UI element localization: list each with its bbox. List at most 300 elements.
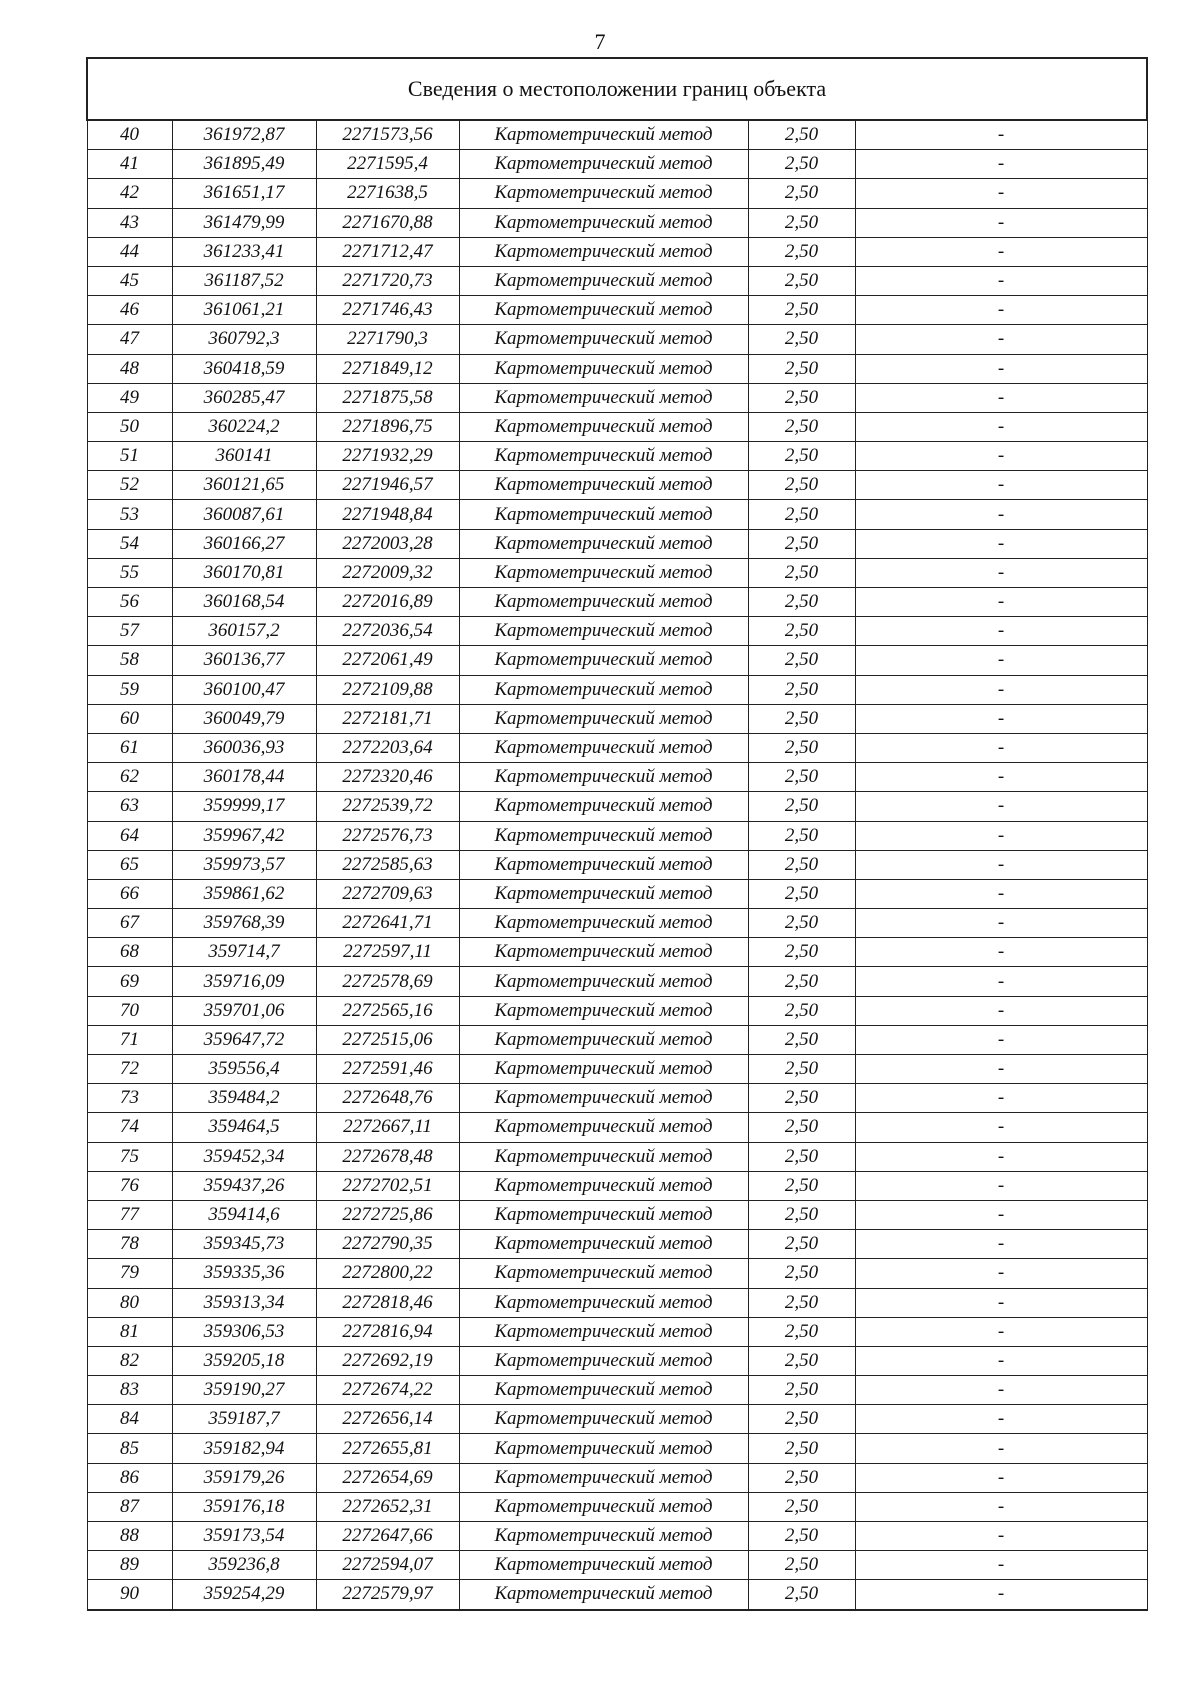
point-number-cell: 82 <box>87 1346 172 1375</box>
x-coordinate-cell: 359306,53 <box>172 1317 316 1346</box>
point-number-cell: 65 <box>87 850 172 879</box>
y-coordinate-cell: 2271712,47 <box>316 237 459 266</box>
point-number-cell: 77 <box>87 1200 172 1229</box>
x-coordinate-cell: 360087,61 <box>172 500 316 529</box>
x-coordinate-cell: 359999,17 <box>172 792 316 821</box>
table-row <box>87 938 1147 967</box>
table-row <box>87 617 1147 646</box>
table-row <box>87 1171 1147 1200</box>
note-cell: - <box>855 1434 1147 1463</box>
point-number-cell: 57 <box>87 617 172 646</box>
note-cell: - <box>855 1142 1147 1171</box>
x-coordinate-cell: 360121,65 <box>172 471 316 500</box>
note-cell: - <box>855 383 1147 412</box>
point-number-cell: 47 <box>87 325 172 354</box>
method-cell: Картометрический метод <box>459 500 748 529</box>
table-row <box>87 850 1147 879</box>
note-cell: - <box>855 354 1147 383</box>
point-number-cell: 89 <box>87 1551 172 1580</box>
table-row <box>87 266 1147 295</box>
accuracy-cell: 2,50 <box>748 1405 855 1434</box>
x-coordinate-cell: 360170,81 <box>172 558 316 587</box>
y-coordinate-cell: 2272641,71 <box>316 909 459 938</box>
note-cell: - <box>855 558 1147 587</box>
table-row <box>87 675 1147 704</box>
table-row <box>87 412 1147 441</box>
note-cell: - <box>855 704 1147 733</box>
table-row <box>87 763 1147 792</box>
x-coordinate-cell: 360049,79 <box>172 704 316 733</box>
note-cell: - <box>855 120 1147 150</box>
accuracy-cell: 2,50 <box>748 471 855 500</box>
accuracy-cell: 2,50 <box>748 442 855 471</box>
method-cell: Картометрический метод <box>459 529 748 558</box>
note-cell: - <box>855 1171 1147 1200</box>
table-row <box>87 879 1147 908</box>
note-cell: - <box>855 442 1147 471</box>
accuracy-cell: 2,50 <box>748 909 855 938</box>
y-coordinate-cell: 2272009,32 <box>316 558 459 587</box>
x-coordinate-cell: 361233,41 <box>172 237 316 266</box>
method-cell: Картометрический метод <box>459 938 748 967</box>
table-title-row <box>87 58 1147 120</box>
point-number-cell: 52 <box>87 471 172 500</box>
y-coordinate-cell: 2272565,16 <box>316 996 459 1025</box>
y-coordinate-cell: 2272678,48 <box>316 1142 459 1171</box>
x-coordinate-cell: 359437,26 <box>172 1171 316 1200</box>
table-row <box>87 704 1147 733</box>
point-number-cell: 60 <box>87 704 172 733</box>
x-coordinate-cell: 359173,54 <box>172 1522 316 1551</box>
table-row <box>87 1463 1147 1492</box>
method-cell: Картометрический метод <box>459 1492 748 1521</box>
method-cell: Картометрический метод <box>459 617 748 646</box>
x-coordinate-cell: 359176,18 <box>172 1492 316 1521</box>
accuracy-cell: 2,50 <box>748 675 855 704</box>
note-cell: - <box>855 1492 1147 1521</box>
y-coordinate-cell: 2272709,63 <box>316 879 459 908</box>
accuracy-cell: 2,50 <box>748 1025 855 1054</box>
y-coordinate-cell: 2272203,64 <box>316 733 459 762</box>
x-coordinate-cell: 360792,3 <box>172 325 316 354</box>
table-row <box>87 208 1147 237</box>
accuracy-cell: 2,50 <box>748 1522 855 1551</box>
y-coordinate-cell: 2271595,4 <box>316 150 459 179</box>
note-cell: - <box>855 237 1147 266</box>
table-row <box>87 1434 1147 1463</box>
accuracy-cell: 2,50 <box>748 1463 855 1492</box>
point-number-cell: 69 <box>87 967 172 996</box>
point-number-cell: 44 <box>87 237 172 266</box>
accuracy-cell: 2,50 <box>748 120 855 150</box>
table-row <box>87 646 1147 675</box>
point-number-cell: 56 <box>87 588 172 617</box>
note-cell: - <box>855 1317 1147 1346</box>
note-cell: - <box>855 1346 1147 1375</box>
point-number-cell: 64 <box>87 821 172 850</box>
accuracy-cell: 2,50 <box>748 821 855 850</box>
table-row <box>87 1259 1147 1288</box>
note-cell: - <box>855 1230 1147 1259</box>
x-coordinate-cell: 360036,93 <box>172 733 316 762</box>
accuracy-cell: 2,50 <box>748 354 855 383</box>
method-cell: Картометрический метод <box>459 208 748 237</box>
y-coordinate-cell: 2271670,88 <box>316 208 459 237</box>
table-row <box>87 1376 1147 1405</box>
accuracy-cell: 2,50 <box>748 529 855 558</box>
table-row <box>87 1113 1147 1142</box>
method-cell: Картометрический метод <box>459 120 748 150</box>
x-coordinate-cell: 359190,27 <box>172 1376 316 1405</box>
point-number-cell: 73 <box>87 1084 172 1113</box>
point-number-cell: 88 <box>87 1522 172 1551</box>
method-cell: Картометрический метод <box>459 675 748 704</box>
table-row <box>87 471 1147 500</box>
x-coordinate-cell: 360224,2 <box>172 412 316 441</box>
y-coordinate-cell: 2272539,72 <box>316 792 459 821</box>
method-cell: Картометрический метод <box>459 1346 748 1375</box>
note-cell: - <box>855 1522 1147 1551</box>
x-coordinate-cell: 359182,94 <box>172 1434 316 1463</box>
point-number-cell: 85 <box>87 1434 172 1463</box>
y-coordinate-cell: 2272667,11 <box>316 1113 459 1142</box>
accuracy-cell: 2,50 <box>748 150 855 179</box>
table-row <box>87 588 1147 617</box>
method-cell: Картометрический метод <box>459 383 748 412</box>
method-cell: Картометрический метод <box>459 266 748 295</box>
note-cell: - <box>855 938 1147 967</box>
y-coordinate-cell: 2272816,94 <box>316 1317 459 1346</box>
note-cell: - <box>855 1084 1147 1113</box>
point-number-cell: 80 <box>87 1288 172 1317</box>
y-coordinate-cell: 2272656,14 <box>316 1405 459 1434</box>
table-title: Сведения о местоположении границ объекта <box>87 58 1147 120</box>
y-coordinate-cell: 2272654,69 <box>316 1463 459 1492</box>
page-number: 7 <box>594 29 606 54</box>
x-coordinate-cell: 361187,52 <box>172 266 316 295</box>
table-row <box>87 1200 1147 1229</box>
note-cell: - <box>855 471 1147 500</box>
x-coordinate-cell: 359716,09 <box>172 967 316 996</box>
x-coordinate-cell: 360285,47 <box>172 383 316 412</box>
note-cell: - <box>855 296 1147 325</box>
accuracy-cell: 2,50 <box>748 412 855 441</box>
point-number-cell: 49 <box>87 383 172 412</box>
y-coordinate-cell: 2272594,07 <box>316 1551 459 1580</box>
table-row <box>87 1025 1147 1054</box>
point-number-cell: 67 <box>87 909 172 938</box>
note-cell: - <box>855 208 1147 237</box>
method-cell: Картометрический метод <box>459 1200 748 1229</box>
table-row <box>87 996 1147 1025</box>
note-cell: - <box>855 792 1147 821</box>
y-coordinate-cell: 2271946,57 <box>316 471 459 500</box>
x-coordinate-cell: 359345,73 <box>172 1230 316 1259</box>
accuracy-cell: 2,50 <box>748 1113 855 1142</box>
note-cell: - <box>855 1580 1147 1610</box>
x-coordinate-cell: 359335,36 <box>172 1259 316 1288</box>
point-number-cell: 75 <box>87 1142 172 1171</box>
y-coordinate-cell: 2272647,66 <box>316 1522 459 1551</box>
x-coordinate-cell: 359236,8 <box>172 1551 316 1580</box>
x-coordinate-cell: 360136,77 <box>172 646 316 675</box>
x-coordinate-cell: 359187,7 <box>172 1405 316 1434</box>
method-cell: Картометрический метод <box>459 412 748 441</box>
y-coordinate-cell: 2272320,46 <box>316 763 459 792</box>
y-coordinate-cell: 2272061,49 <box>316 646 459 675</box>
point-number-cell: 54 <box>87 529 172 558</box>
method-cell: Картометрический метод <box>459 1522 748 1551</box>
method-cell: Картометрический метод <box>459 733 748 762</box>
accuracy-cell: 2,50 <box>748 967 855 996</box>
accuracy-cell: 2,50 <box>748 792 855 821</box>
x-coordinate-cell: 359714,7 <box>172 938 316 967</box>
table-row <box>87 120 1147 150</box>
method-cell: Картометрический метод <box>459 354 748 383</box>
table-row <box>87 967 1147 996</box>
table-row <box>87 792 1147 821</box>
point-number-cell: 83 <box>87 1376 172 1405</box>
table-row <box>87 500 1147 529</box>
table-row <box>87 1142 1147 1171</box>
note-cell: - <box>855 412 1147 441</box>
method-cell: Картометрический метод <box>459 1113 748 1142</box>
y-coordinate-cell: 2272648,76 <box>316 1084 459 1113</box>
table-row <box>87 529 1147 558</box>
accuracy-cell: 2,50 <box>748 208 855 237</box>
accuracy-cell: 2,50 <box>748 1288 855 1317</box>
method-cell: Картометрический метод <box>459 1405 748 1434</box>
accuracy-cell: 2,50 <box>748 1259 855 1288</box>
note-cell: - <box>855 996 1147 1025</box>
x-coordinate-cell: 360100,47 <box>172 675 316 704</box>
accuracy-cell: 2,50 <box>748 617 855 646</box>
point-number-cell: 71 <box>87 1025 172 1054</box>
y-coordinate-cell: 2271720,73 <box>316 266 459 295</box>
note-cell: - <box>855 646 1147 675</box>
method-cell: Картометрический метод <box>459 909 748 938</box>
y-coordinate-cell: 2271746,43 <box>316 296 459 325</box>
point-number-cell: 63 <box>87 792 172 821</box>
x-coordinate-cell: 359861,62 <box>172 879 316 908</box>
method-cell: Картометрический метод <box>459 1259 748 1288</box>
note-cell: - <box>855 1288 1147 1317</box>
x-coordinate-cell: 359967,42 <box>172 821 316 850</box>
y-coordinate-cell: 2272655,81 <box>316 1434 459 1463</box>
point-number-cell: 84 <box>87 1405 172 1434</box>
method-cell: Картометрический метод <box>459 296 748 325</box>
accuracy-cell: 2,50 <box>748 266 855 295</box>
note-cell: - <box>855 1113 1147 1142</box>
method-cell: Картометрический метод <box>459 879 748 908</box>
y-coordinate-cell: 2272578,69 <box>316 967 459 996</box>
y-coordinate-cell: 2272702,51 <box>316 1171 459 1200</box>
point-number-cell: 70 <box>87 996 172 1025</box>
point-number-cell: 59 <box>87 675 172 704</box>
accuracy-cell: 2,50 <box>748 646 855 675</box>
point-number-cell: 62 <box>87 763 172 792</box>
method-cell: Картометрический метод <box>459 1580 748 1610</box>
accuracy-cell: 2,50 <box>748 1317 855 1346</box>
table-row <box>87 821 1147 850</box>
note-cell: - <box>855 909 1147 938</box>
point-number-cell: 45 <box>87 266 172 295</box>
accuracy-cell: 2,50 <box>748 325 855 354</box>
point-number-cell: 55 <box>87 558 172 587</box>
table-row <box>87 1084 1147 1113</box>
x-coordinate-cell: 360178,44 <box>172 763 316 792</box>
accuracy-cell: 2,50 <box>748 704 855 733</box>
point-number-cell: 74 <box>87 1113 172 1142</box>
y-coordinate-cell: 2272800,22 <box>316 1259 459 1288</box>
y-coordinate-cell: 2272579,97 <box>316 1580 459 1610</box>
point-number-cell: 86 <box>87 1463 172 1492</box>
accuracy-cell: 2,50 <box>748 1142 855 1171</box>
point-number-cell: 66 <box>87 879 172 908</box>
table-row <box>87 354 1147 383</box>
note-cell: - <box>855 850 1147 879</box>
note-cell: - <box>855 1055 1147 1084</box>
accuracy-cell: 2,50 <box>748 938 855 967</box>
y-coordinate-cell: 2272003,28 <box>316 529 459 558</box>
point-number-cell: 61 <box>87 733 172 762</box>
accuracy-cell: 2,50 <box>748 558 855 587</box>
method-cell: Картометрический метод <box>459 150 748 179</box>
point-number-cell: 50 <box>87 412 172 441</box>
method-cell: Картометрический метод <box>459 1025 748 1054</box>
x-coordinate-cell: 361972,87 <box>172 120 316 150</box>
accuracy-cell: 2,50 <box>748 850 855 879</box>
note-cell: - <box>855 529 1147 558</box>
method-cell: Картометрический метод <box>459 442 748 471</box>
x-coordinate-cell: 359484,2 <box>172 1084 316 1113</box>
note-cell: - <box>855 150 1147 179</box>
accuracy-cell: 2,50 <box>748 179 855 208</box>
accuracy-cell: 2,50 <box>748 1084 855 1113</box>
method-cell: Картометрический метод <box>459 325 748 354</box>
note-cell: - <box>855 733 1147 762</box>
accuracy-cell: 2,50 <box>748 996 855 1025</box>
point-number-cell: 43 <box>87 208 172 237</box>
x-coordinate-cell: 359464,5 <box>172 1113 316 1142</box>
point-number-cell: 72 <box>87 1055 172 1084</box>
table-row <box>87 442 1147 471</box>
y-coordinate-cell: 2272790,35 <box>316 1230 459 1259</box>
table-row <box>87 1580 1147 1610</box>
x-coordinate-cell: 360166,27 <box>172 529 316 558</box>
point-number-cell: 78 <box>87 1230 172 1259</box>
note-cell: - <box>855 266 1147 295</box>
point-number-cell: 46 <box>87 296 172 325</box>
boundary-coordinates-table <box>86 57 1148 1611</box>
y-coordinate-cell: 2271948,84 <box>316 500 459 529</box>
method-cell: Картометрический метод <box>459 850 748 879</box>
point-number-cell: 90 <box>87 1580 172 1610</box>
accuracy-cell: 2,50 <box>748 500 855 529</box>
x-coordinate-cell: 359768,39 <box>172 909 316 938</box>
table-body <box>87 58 1147 1610</box>
x-coordinate-cell: 361895,49 <box>172 150 316 179</box>
table-row <box>87 733 1147 762</box>
table-row <box>87 1346 1147 1375</box>
method-cell: Картометрический метод <box>459 763 748 792</box>
accuracy-cell: 2,50 <box>748 733 855 762</box>
y-coordinate-cell: 2271896,75 <box>316 412 459 441</box>
note-cell: - <box>855 179 1147 208</box>
x-coordinate-cell: 359452,34 <box>172 1142 316 1171</box>
note-cell: - <box>855 617 1147 646</box>
y-coordinate-cell: 2272181,71 <box>316 704 459 733</box>
y-coordinate-cell: 2272818,46 <box>316 1288 459 1317</box>
table-row <box>87 1055 1147 1084</box>
method-cell: Картометрический метод <box>459 996 748 1025</box>
note-cell: - <box>855 588 1147 617</box>
point-number-cell: 76 <box>87 1171 172 1200</box>
y-coordinate-cell: 2272674,22 <box>316 1376 459 1405</box>
note-cell: - <box>855 1463 1147 1492</box>
y-coordinate-cell: 2271573,56 <box>316 120 459 150</box>
x-coordinate-cell: 361479,99 <box>172 208 316 237</box>
x-coordinate-cell: 359313,34 <box>172 1288 316 1317</box>
table-row <box>87 1522 1147 1551</box>
y-coordinate-cell: 2271932,29 <box>316 442 459 471</box>
accuracy-cell: 2,50 <box>748 1580 855 1610</box>
method-cell: Картометрический метод <box>459 1288 748 1317</box>
table-row <box>87 1551 1147 1580</box>
table-row <box>87 1317 1147 1346</box>
note-cell: - <box>855 675 1147 704</box>
note-cell: - <box>855 821 1147 850</box>
method-cell: Картометрический метод <box>459 792 748 821</box>
note-cell: - <box>855 500 1147 529</box>
point-number-cell: 40 <box>87 120 172 150</box>
point-number-cell: 51 <box>87 442 172 471</box>
y-coordinate-cell: 2272725,86 <box>316 1200 459 1229</box>
method-cell: Картометрический метод <box>459 646 748 675</box>
accuracy-cell: 2,50 <box>748 1346 855 1375</box>
table-row <box>87 909 1147 938</box>
method-cell: Картометрический метод <box>459 237 748 266</box>
point-number-cell: 68 <box>87 938 172 967</box>
method-cell: Картометрический метод <box>459 1376 748 1405</box>
method-cell: Картометрический метод <box>459 704 748 733</box>
y-coordinate-cell: 2272036,54 <box>316 617 459 646</box>
point-number-cell: 87 <box>87 1492 172 1521</box>
accuracy-cell: 2,50 <box>748 1230 855 1259</box>
y-coordinate-cell: 2272576,73 <box>316 821 459 850</box>
x-coordinate-cell: 361651,17 <box>172 179 316 208</box>
note-cell: - <box>855 763 1147 792</box>
point-number-cell: 58 <box>87 646 172 675</box>
point-number-cell: 79 <box>87 1259 172 1288</box>
method-cell: Картометрический метод <box>459 1230 748 1259</box>
x-coordinate-cell: 359556,4 <box>172 1055 316 1084</box>
method-cell: Картометрический метод <box>459 1551 748 1580</box>
method-cell: Картометрический метод <box>459 179 748 208</box>
table-row <box>87 558 1147 587</box>
note-cell: - <box>855 1200 1147 1229</box>
note-cell: - <box>855 967 1147 996</box>
accuracy-cell: 2,50 <box>748 1492 855 1521</box>
x-coordinate-cell: 359647,72 <box>172 1025 316 1054</box>
accuracy-cell: 2,50 <box>748 1055 855 1084</box>
point-number-cell: 42 <box>87 179 172 208</box>
y-coordinate-cell: 2272692,19 <box>316 1346 459 1375</box>
method-cell: Картометрический метод <box>459 558 748 587</box>
accuracy-cell: 2,50 <box>748 296 855 325</box>
y-coordinate-cell: 2272016,89 <box>316 588 459 617</box>
method-cell: Картометрический метод <box>459 1171 748 1200</box>
